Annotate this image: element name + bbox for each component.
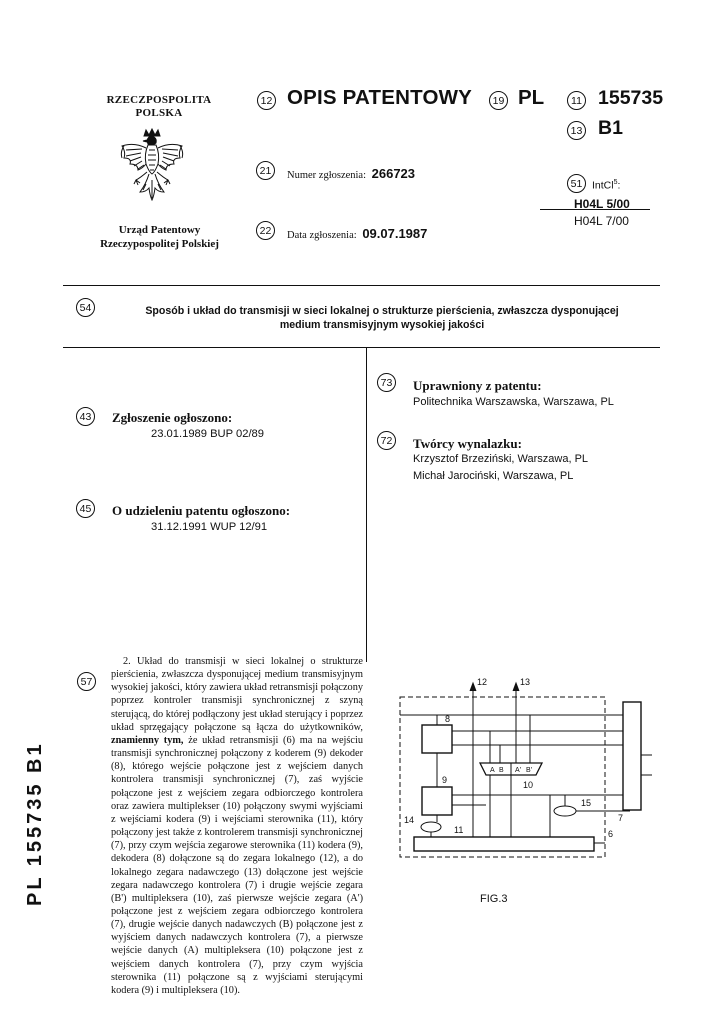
mux-input-a-prime: A' xyxy=(515,767,522,774)
figure-label-6: 6 xyxy=(608,829,614,839)
inid-code-19: 19 xyxy=(489,91,508,110)
figure-label-14: 14 xyxy=(404,815,415,825)
controller-block xyxy=(623,702,641,810)
mux-input-a: A xyxy=(490,767,495,774)
figure-3-circuit-diagram xyxy=(390,675,655,865)
coder-block xyxy=(422,787,452,815)
application-published-label: Zgłoszenie ogłoszono: xyxy=(112,410,233,425)
decoder-block xyxy=(422,725,452,753)
inid-code-13: 13 xyxy=(567,121,586,140)
polish-eagle-emblem xyxy=(116,128,188,208)
country-line-2: POLSKA xyxy=(135,107,183,119)
patent-number: 155735 xyxy=(598,87,664,109)
inid-code-51: 51 xyxy=(567,174,586,193)
title-line-1: Sposób i układ do transmisji w sieci lokalnej o strukturze pierścienia, zwłaszcza dysponującej xyxy=(145,305,619,317)
inid-code-72: 72 xyxy=(377,431,396,450)
patent-granted-label: O udzieleniu patentu ogłoszono: xyxy=(112,503,291,518)
inventors-label: Twórcy wynalazku: xyxy=(413,436,522,451)
side-publication-stamp: PL 155735 B1 xyxy=(24,741,46,906)
lens-15 xyxy=(554,806,576,816)
int-cl-edition: 5 xyxy=(613,179,618,186)
eagle-icon xyxy=(116,128,188,208)
figure-label-15: 15 xyxy=(581,798,592,808)
application-published-value: 23.01.1989 BUP 02/89 xyxy=(151,428,265,440)
figure-label-12: 12 xyxy=(477,677,488,687)
figure-label-10: 10 xyxy=(523,780,534,790)
inid-code-54: 54 xyxy=(76,298,95,317)
country-code: PL xyxy=(518,86,545,109)
claim-characterizing-phrase: znamienny tym, xyxy=(111,734,184,746)
claim-text xyxy=(111,655,363,997)
filing-date-label: Data zgłoszenia: xyxy=(287,230,357,241)
claim-text-body: że układ retransmisji (6) ma na wejściu transmisji synchronicznej połączony z koderem (9) dekoder (8), którego wejście połączone jest z wejściem danych kontrolera transmisji synchronicznej (7), zaś wyjście połączone jest z wejściem zegara odbiorczego kontrolera oraz zawiera multiplekser (10) połączony swymi wyjściami z wejściami kodera (9) i wejściami sterownika (11), który połączony jest także z kontrolerem transmisji synchronicznej (7), przy czym wejścia zegarowe sterownika (11) kodera (9), dekodera (8) dołączone są do zegara lokalnego (12), a do lokalnego zegara nadawczego (13) dołączone jest wejście zegara nadawczego kontrolera (7) i drugie wejście zegara (B') multipleksera (10), zaś pierwsze wejście zegara (A') połączone jest z wejściem zegara odbiorczego kontrolera (7), drugie wejście danych nadawczych (B) połączone jest z wyjściem danych nadawczych kontrolera (7), a pierwsze wejście danych (A) multipleksera (10) połączone jest z wejściem danych kontrolera (7), przy czym wyjścia sterownika (11) połączone są z wyjściami sterującymi kodera (9) i multipleksera (10). xyxy=(111,734,363,996)
title-bottom-rule xyxy=(63,347,660,348)
figure-caption: FIG.3 xyxy=(480,893,508,905)
kind-code: B1 xyxy=(598,117,623,139)
inid-code-57: 57 xyxy=(77,672,96,691)
document-type: OPIS PATENTOWY xyxy=(287,86,473,109)
office-line-1: Urząd Patentowy xyxy=(118,224,201,236)
application-number-value: 266723 xyxy=(371,166,416,181)
filing-date-row xyxy=(287,226,427,241)
inventor-1: Krzysztof Brzeziński, Warszawa, PL xyxy=(413,453,589,465)
country-line-1: RZECZPOSPOLITA xyxy=(106,94,212,106)
claim-text-intro: 2. Układ do transmisji w sieci lokalnej o strukturze pierścienia, zwłaszcza dysponującej medium transmisyjnym wysokiej jakości, który zawiera układ retransmisji połączony poprzez kontroler transmisji synchronicznej z szyną sterującą, do której podłączony jest układ sterujący i poprzez układ sprzęgający połączone są łącza do użytkowników, xyxy=(111,656,363,733)
controller-11-block xyxy=(414,837,594,851)
details-divider xyxy=(366,347,367,662)
inid-code-43: 43 xyxy=(76,407,95,426)
figure-label-9: 9 xyxy=(442,775,448,785)
invention-title xyxy=(112,304,652,332)
patent-owner-value: Politechnika Warszawska, Warszawa, PL xyxy=(413,396,614,408)
int-cl-secondary: H04L 7/00 xyxy=(574,214,629,228)
claim-paragraph xyxy=(111,655,363,997)
patent-granted-value: 31.12.1991 WUP 12/91 xyxy=(151,521,268,533)
inid-code-22: 22 xyxy=(256,221,275,240)
patent-office-name xyxy=(62,223,257,251)
mux-input-b-prime: B' xyxy=(526,767,533,774)
country-name xyxy=(84,94,234,120)
mux-input-b: B xyxy=(499,767,504,774)
filing-date-value: 09.07.1987 xyxy=(362,226,428,241)
inid-code-45: 45 xyxy=(76,499,95,518)
int-cl-rule xyxy=(540,209,650,210)
int-cl-text: IntCl xyxy=(592,179,614,192)
figure-label-11: 11 xyxy=(454,825,464,835)
int-cl-primary: H04L 5/00 xyxy=(574,197,630,211)
figure-label-13: 13 xyxy=(520,677,531,687)
figure-label-8: 8 xyxy=(445,714,451,724)
int-cl-colon: : xyxy=(617,179,621,192)
header-bottom-rule xyxy=(63,285,660,286)
title-line-2: medium transmisyjnym wysokiej jakości xyxy=(279,319,485,331)
int-cl-label xyxy=(592,179,620,192)
inid-code-11: 11 xyxy=(567,91,586,110)
application-number-row xyxy=(287,166,415,181)
lens-14 xyxy=(421,822,441,832)
office-line-2: Rzeczypospolitej Polskiej xyxy=(100,238,219,250)
inid-code-12: 12 xyxy=(257,91,276,110)
figure-label-7: 7 xyxy=(618,813,624,823)
application-number-label: Numer zgłoszenia: xyxy=(287,170,367,181)
inid-code-73: 73 xyxy=(377,373,396,392)
patent-owner-label: Uprawniony z patentu: xyxy=(413,378,542,393)
inventor-2: Michał Jarociński, Warszawa, PL xyxy=(413,470,574,482)
inid-code-21: 21 xyxy=(256,161,275,180)
